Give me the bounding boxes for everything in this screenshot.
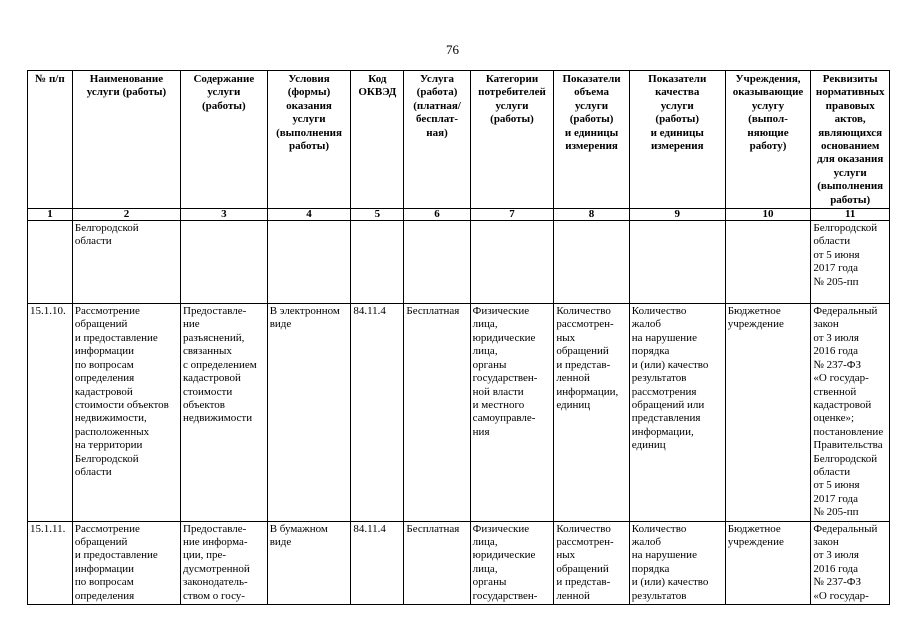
header-cell: Содержание услуги (работы) [181,71,268,209]
table-cell: Бюджетное учреждение [725,304,811,522]
column-number: 5 [351,209,404,221]
column-number-row [28,209,890,221]
table-row [28,521,890,604]
column-number: 2 [72,209,180,221]
table-cell: Количество жалоб на нарушение порядка и (или) качество результатов [629,521,725,604]
table-cell [629,221,725,304]
column-number: 8 [554,209,629,221]
table-cell: Рассмотрение обращений и предоставление информации по вопросам определения кадастровой стоимости объектов недвижимости, расположенных на территории Белгородской области [72,304,180,522]
table-cell: Предоставле- ние информа- ции, пре- дусмотренной законодатель- ством о госу- [181,521,268,604]
table-cell: 15.1.10. [28,304,73,522]
header-cell: Наименование услуги (работы) [72,71,180,209]
column-number: 6 [404,209,470,221]
header-cell: Категории потребителей услуги (работы) [470,71,554,209]
table-cell: Количество рассмотрен- ных обращений и представ- ленной информации, единиц [554,304,629,522]
header-cell: Условия (формы) оказания услуги (выполнения работы) [267,71,351,209]
table-cell [554,221,629,304]
table-cell [181,221,268,304]
table-cell: Физические лица, юридические лица, органы государствен- ной власти и местного самоуправле- ния [470,304,554,522]
table-cell: Бесплатная [404,304,470,522]
table-cell: Предоставле- ние разъяснений, связанных с определением кадастровой стоимости объектов недвижимости [181,304,268,522]
column-number: 10 [725,209,811,221]
page-number: 76 [446,42,459,57]
column-number: 4 [267,209,351,221]
table-cell [404,221,470,304]
table-cell: В бумажном виде [267,521,351,604]
header-cell: Услуга (работа) (платная/ бесплат- ная) [404,71,470,209]
table-cell: Бюджетное учреждение [725,521,811,604]
header-cell: Учреждения, оказывающие услугу (выпол- няющие работу) [725,71,811,209]
column-number: 1 [28,209,73,221]
header-cell: Показатели объема услуги (работы) и единицы измерения [554,71,629,209]
header-cell: Код ОКВЭД [351,71,404,209]
column-number: 9 [629,209,725,221]
table-cell: В электронном виде [267,304,351,522]
table-cell: Физические лица, юридические лица, органы государствен- [470,521,554,604]
column-number: 7 [470,209,554,221]
table-cell [267,221,351,304]
table-cell: Количество жалоб на нарушение порядка и (или) качество результатов рассмотрения обращений или представления информации, единиц [629,304,725,522]
table-cell: 84.11.4 [351,521,404,604]
table-cell: Рассмотрение обращений и предоставление информации по вопросам определения [72,521,180,604]
table-cell [725,221,811,304]
table-cell: 84.11.4 [351,304,404,522]
header-row [28,71,890,209]
table-cell: Бесплатная [404,521,470,604]
table-cell [351,221,404,304]
table-cell: Федеральный закон от 3 июля 2016 года № 237-ФЗ «О государ- ственной кадастровой оценке»; постановление Правительства Белгородской области от 5 июня 2017 года № 205-пп [811,304,890,522]
table-cell [28,221,73,304]
header-cell: Реквизиты нормативных правовых актов, являющихся основанием для оказания услуги (выполнения работы) [811,71,890,209]
column-number: 11 [811,209,890,221]
table-cell [470,221,554,304]
table-cell: Федеральный закон от 3 июля 2016 года № 237-ФЗ «О государ- [811,521,890,604]
table-cell: Количество рассмотрен- ных обращений и представ- ленной [554,521,629,604]
column-number: 3 [181,209,268,221]
services-table [27,70,890,605]
header-cell: Показатели качества услуги (работы) и единицы измерения [629,71,725,209]
header-cell: № п/п [28,71,73,209]
table-cell: Белгородской области от 5 июня 2017 года № 205-пп [811,221,890,304]
table-row [28,304,890,522]
table-cell: 15.1.11. [28,521,73,604]
table-cell: Белгородской области [72,221,180,304]
table-row [28,221,890,304]
